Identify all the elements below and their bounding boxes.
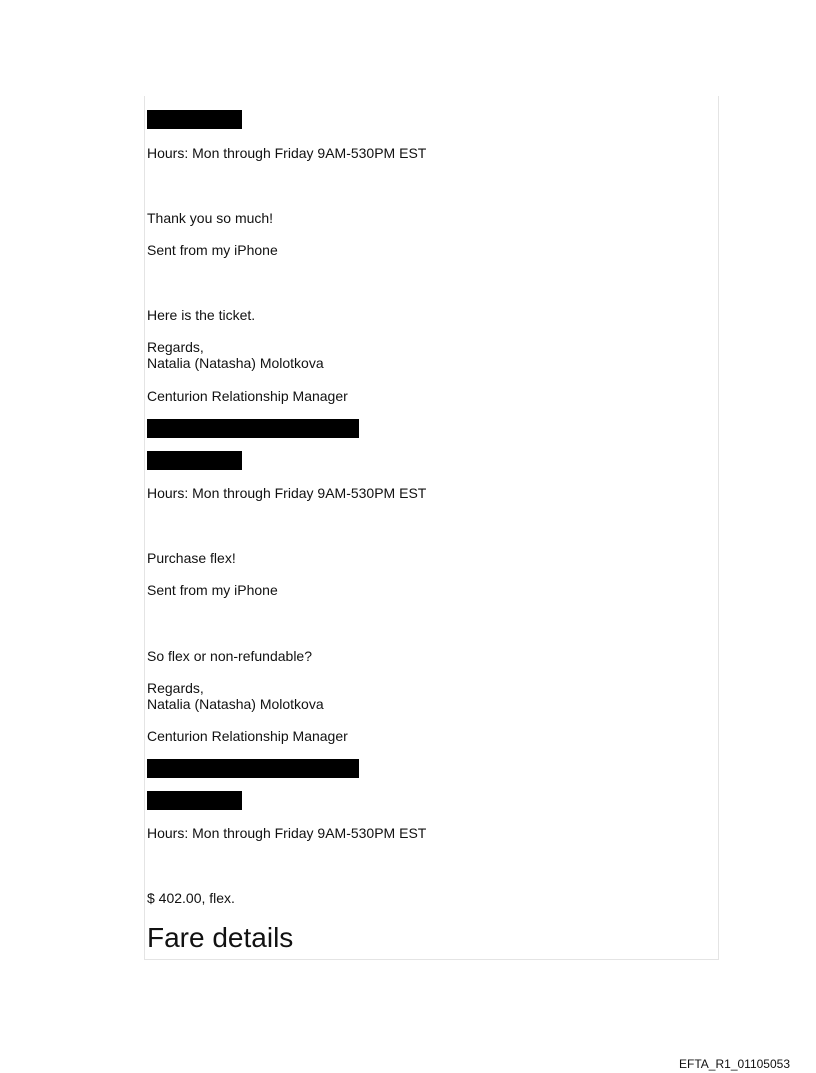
redacted-phone-block xyxy=(147,791,242,810)
fare-details-heading: Fare details xyxy=(147,922,294,953)
message-text: $ 402.00, flex. xyxy=(147,890,235,906)
message-text: So flex or non-refundable? xyxy=(147,648,312,664)
sender-title: Centurion Relationship Manager xyxy=(147,388,348,404)
sent-from-iphone-text: Sent from my iPhone xyxy=(147,582,278,598)
regards-text: Regards, xyxy=(147,680,204,696)
sender-title: Centurion Relationship Manager xyxy=(147,728,348,744)
redacted-phone-block xyxy=(147,451,242,470)
hours-text: Hours: Mon through Friday 9AM-530PM EST xyxy=(147,145,427,161)
message-text: Thank you so much! xyxy=(147,210,274,226)
redacted-email-block xyxy=(147,759,359,778)
hours-text: Hours: Mon through Friday 9AM-530PM EST xyxy=(147,825,427,841)
redacted-email-block xyxy=(147,419,359,438)
message-text: Here is the ticket. xyxy=(147,307,256,323)
redacted-phone-block xyxy=(147,110,242,129)
sent-from-iphone-text: Sent from my iPhone xyxy=(147,242,278,258)
sender-name: Natalia (Natasha) Molotkova xyxy=(147,696,324,712)
sender-name: Natalia (Natasha) Molotkova xyxy=(147,355,324,371)
document-id: EFTA_R1_01105053 xyxy=(679,1057,790,1071)
hours-text: Hours: Mon through Friday 9AM-530PM EST xyxy=(147,485,427,501)
regards-text: Regards, xyxy=(147,339,204,355)
message-text: Purchase flex! xyxy=(147,550,236,566)
